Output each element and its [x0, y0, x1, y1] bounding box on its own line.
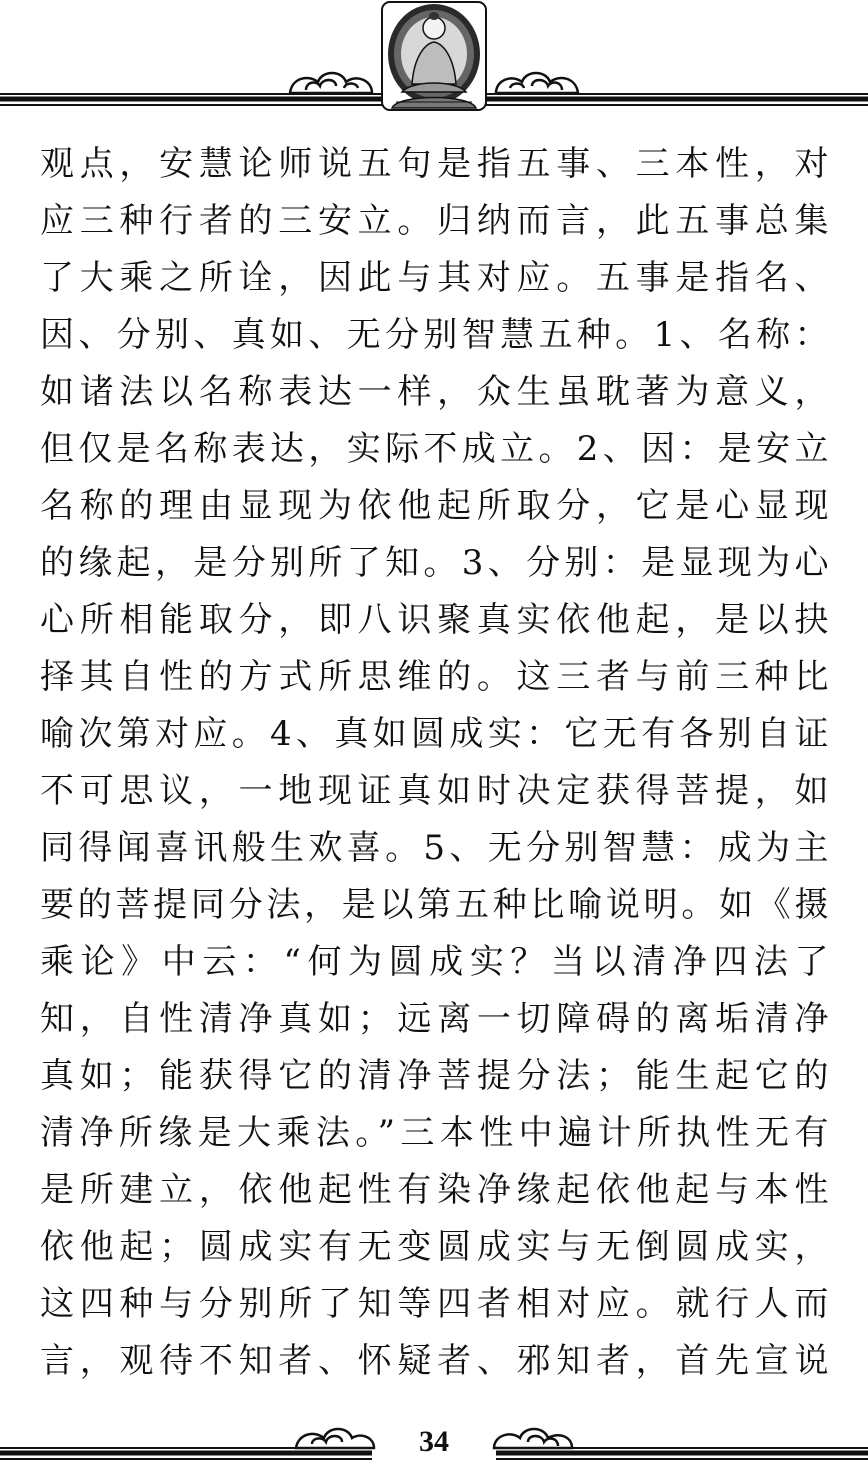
page-number: 34 — [419, 1425, 449, 1458]
text-line: 因、分别、真如、无分别智慧五种。1、名称： — [40, 315, 830, 355]
text-line: 的缘起，是分别所了知。3、分别：是显现为心 — [40, 543, 830, 583]
text-line: 乘论》中云：“何为圆成实？当以清净四法了 — [40, 942, 830, 982]
header-ornament — [0, 0, 868, 118]
text-line: 真如；能获得它的清净菩提分法；能生起它的 — [40, 1056, 830, 1096]
cloud-scroll-left-icon — [290, 73, 372, 93]
cloud-scroll-right-icon — [496, 73, 578, 93]
text-line: 喻次第对应。4、真如圆成实：它无有各别自证 — [40, 714, 830, 754]
text-line: 清净所缘是大乘法。”三本性中遍计所执性无有 — [40, 1113, 830, 1153]
text-line: 应三种行者的三安立。归纳而言，此五事总集 — [40, 201, 830, 241]
text-line: 这四种与分别所了知等四者相对应。就行人而 — [40, 1284, 830, 1324]
text-line: 但仅是名称表达，实际不成立。2、因：是安立 — [40, 429, 830, 469]
text-line: 知，自性清净真如；远离一切障碍的离垢清净 — [40, 999, 830, 1039]
text-line: 是所建立，依他起性有染净缘起依他起与本性 — [40, 1170, 830, 1210]
text-line: 如诸法以名称表达一样，众生虽耽著为意义， — [40, 372, 830, 412]
text-line: 同得闻喜讯般生欢喜。5、无分别智慧：成为主 — [40, 828, 830, 868]
buddha-medallion-icon — [382, 2, 486, 110]
text-line: 不可思议，一地现证真如时决定获得菩提，如 — [40, 771, 830, 811]
text-line: 依他起；圆成实有无变圆成实与无倒圆成实， — [40, 1227, 830, 1267]
text-line: 观点，安慧论师说五句是指五事、三本性，对 — [40, 144, 830, 184]
footer-cloud-right-icon — [494, 1429, 572, 1448]
text-line: 择其自性的方式所思维的。这三者与前三种比 — [40, 657, 830, 697]
text-line: 名称的理由显现为依他起所取分，它是心显现 — [40, 486, 830, 526]
footer-cloud-left-icon — [296, 1429, 374, 1448]
main-text — [40, 136, 830, 1390]
text-line: 要的菩提同分法，是以第五种比喻说明。如《摄 — [40, 885, 830, 925]
text-line: 了大乘之所诠，因此与其对应。五事是指名、 — [40, 258, 830, 298]
text-line: 心所相能取分，即八识聚真实依他起，是以抉 — [40, 600, 830, 640]
text-line: 言，观待不知者、怀疑者、邪知者，首先宣说 — [40, 1341, 830, 1381]
